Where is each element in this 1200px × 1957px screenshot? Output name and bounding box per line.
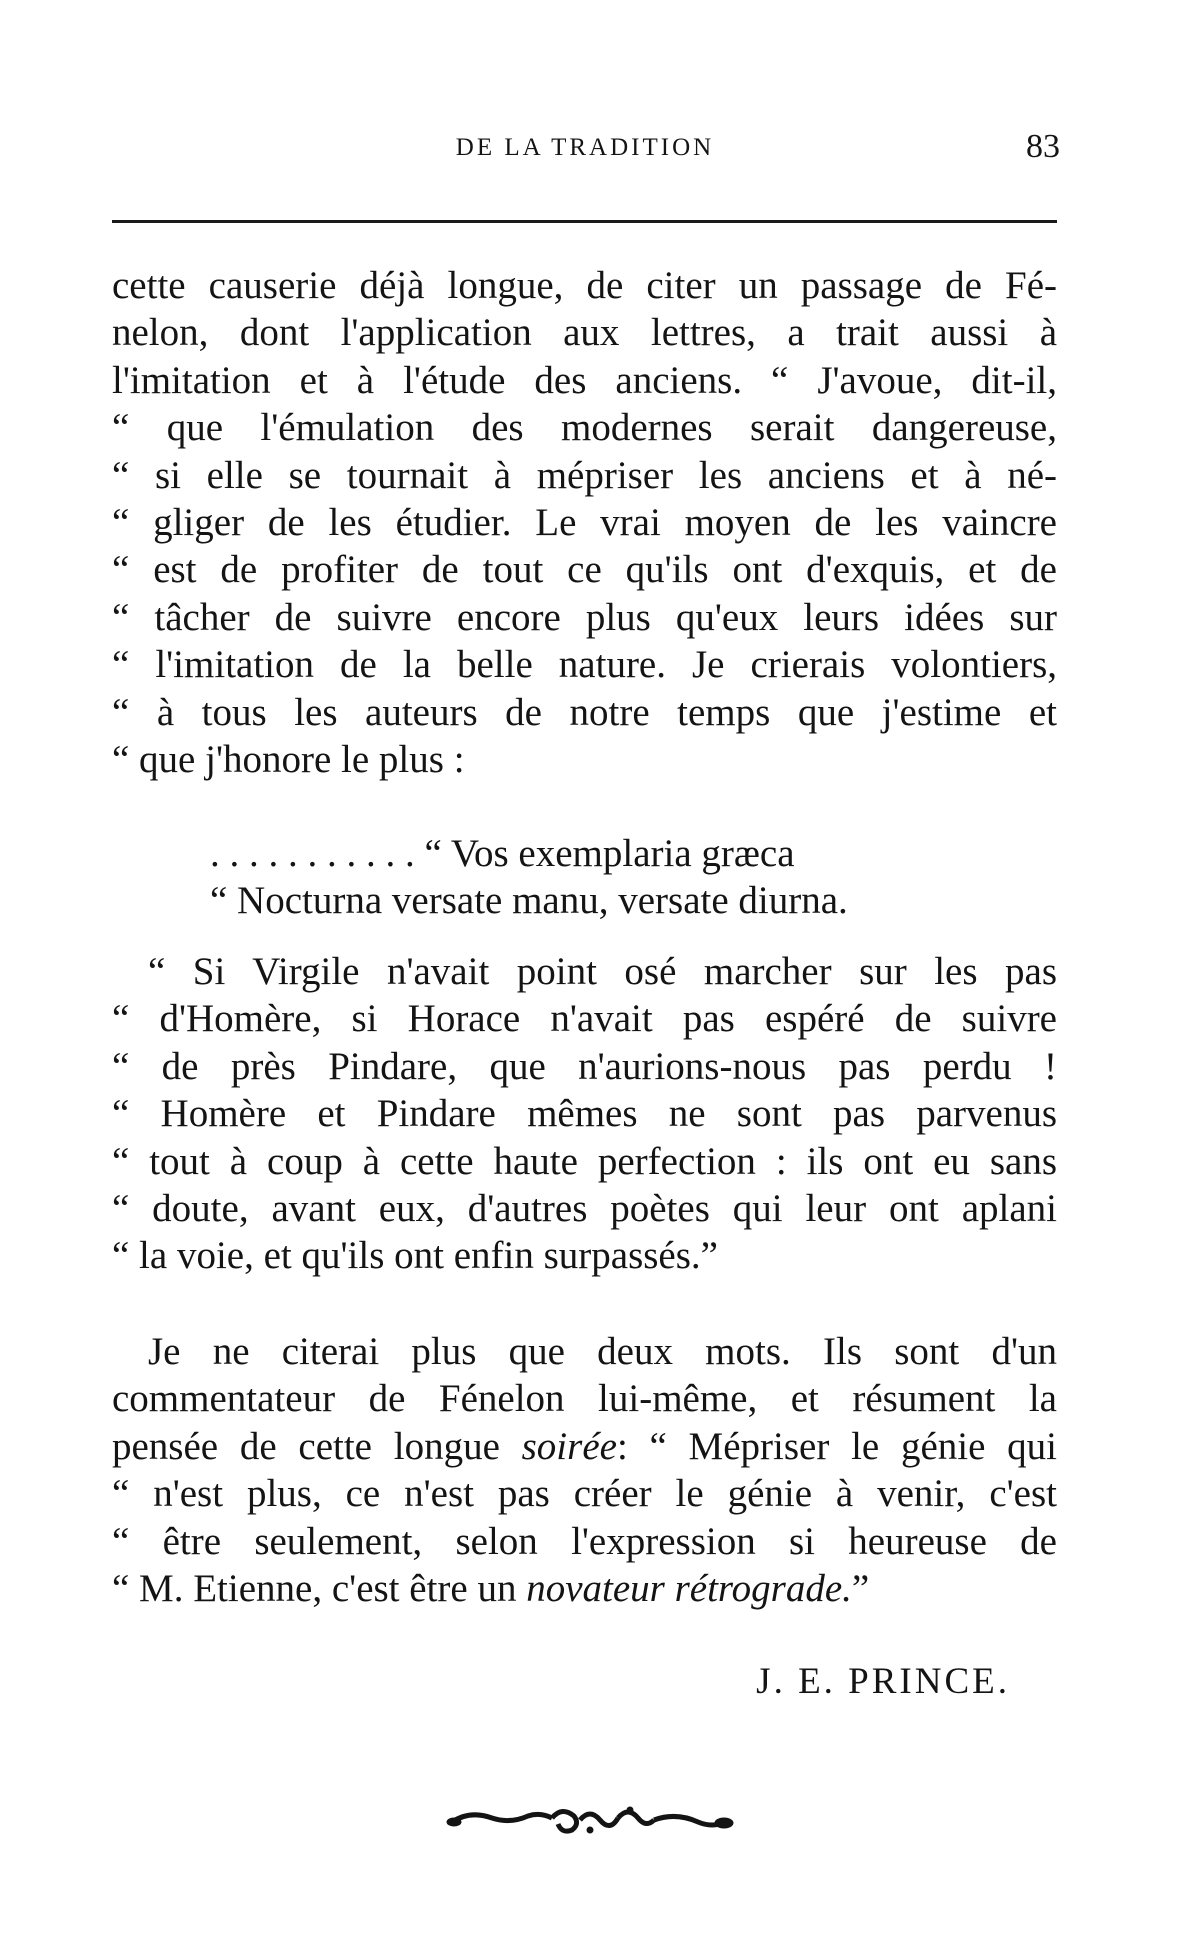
text-line: “ si elle se tournait à mépriser les anciens et à né- [112, 453, 1057, 497]
text-line: “ doute, avant eux, d'autres poètes qui leur ont aplani [112, 1187, 1057, 1231]
text-line: “ la voie, et qu'ils ont enfin surpassés.” [112, 1234, 718, 1278]
text-line: “ être seulement, selon l'expression si heureuse de [112, 1519, 1057, 1563]
text-line: Je ne citerai plus que deux mots. Ils sont d'un [148, 1330, 1057, 1373]
text-line: “ l'imitation de la belle nature. Je crierais volontiers, [112, 643, 1057, 687]
text-segment: ” [851, 1567, 870, 1611]
text-line: l'imitation et à l'étude des anciens. “ J'avoue, dit-il, [112, 358, 1057, 402]
text-line [112, 1423, 1057, 1470]
running-head [110, 128, 1060, 168]
text-line: “ gliger de les étudier. Le vrai moyen de les vaincre [112, 501, 1057, 545]
paragraph-conclusion [112, 1328, 1057, 1612]
text-line: “ Homère et Pindare mêmes ne sont pas parvenus [112, 1092, 1057, 1136]
page-number: 83 [1026, 128, 1060, 165]
text-line: cette causerie déjà longue, de citer un passage de Fé- [112, 264, 1057, 307]
italic-phrase: novateur rétrograde. [526, 1567, 852, 1611]
fleuron-ornament-icon [440, 1790, 740, 1850]
text-line: “ à tous les auteurs de notre temps que j'estime et [112, 690, 1057, 734]
text-line: “ tâcher de suivre encore plus qu'eux leurs idées sur [112, 595, 1057, 639]
text-segment: “ M. Etienne, c'est être un [112, 1567, 527, 1611]
verse-line: . . . . . . . . . . . “ Vos exemplaria græca [210, 832, 795, 875]
text-line: “ Si Virgile n'avait point osé marcher sur les pas [148, 950, 1057, 993]
text-line: “ n'est plus, ce n'est pas créer le génie à venir, c'est [112, 1472, 1057, 1516]
paragraph-virgile [112, 948, 1057, 1280]
text-line: “ de près Pindare, que n'aurions-nous pas perdu ! [112, 1044, 1057, 1088]
latin-verse-quote [210, 830, 990, 924]
text-segment: pensée de cette longue [112, 1424, 522, 1468]
text-line: “ d'Homère, si Horace n'avait pas espéré de suivre [112, 997, 1057, 1041]
italic-word: soirée [521, 1424, 617, 1468]
text-line: nelon, dont l'application aux lettres, a trait aussi à [112, 311, 1057, 355]
text-line: “ est de profiter de tout ce qu'ils ont d'exquis, et de [112, 548, 1057, 592]
text-line: “ que l'émulation des modernes serait dangereuse, [112, 406, 1057, 450]
verse-line: “ Nocturna versate manu, versate diurna. [210, 879, 848, 922]
text-line: “ tout à coup à cette haute perfection : ils ont eu sans [112, 1139, 1057, 1183]
header-rule [112, 220, 1057, 223]
text-line: “ que j'honore le plus : [112, 738, 465, 782]
paragraph-fenelon-quote [112, 262, 1057, 783]
text-line [112, 1565, 1057, 1612]
author-signature: J. E. PRINCE. [756, 1661, 1010, 1702]
text-line: commentateur de Fénelon lui-même, et résument la [112, 1377, 1057, 1421]
running-title: DE LA TRADITION [455, 134, 715, 161]
text-segment: : “ Mépriser le génie qui [616, 1424, 1057, 1468]
